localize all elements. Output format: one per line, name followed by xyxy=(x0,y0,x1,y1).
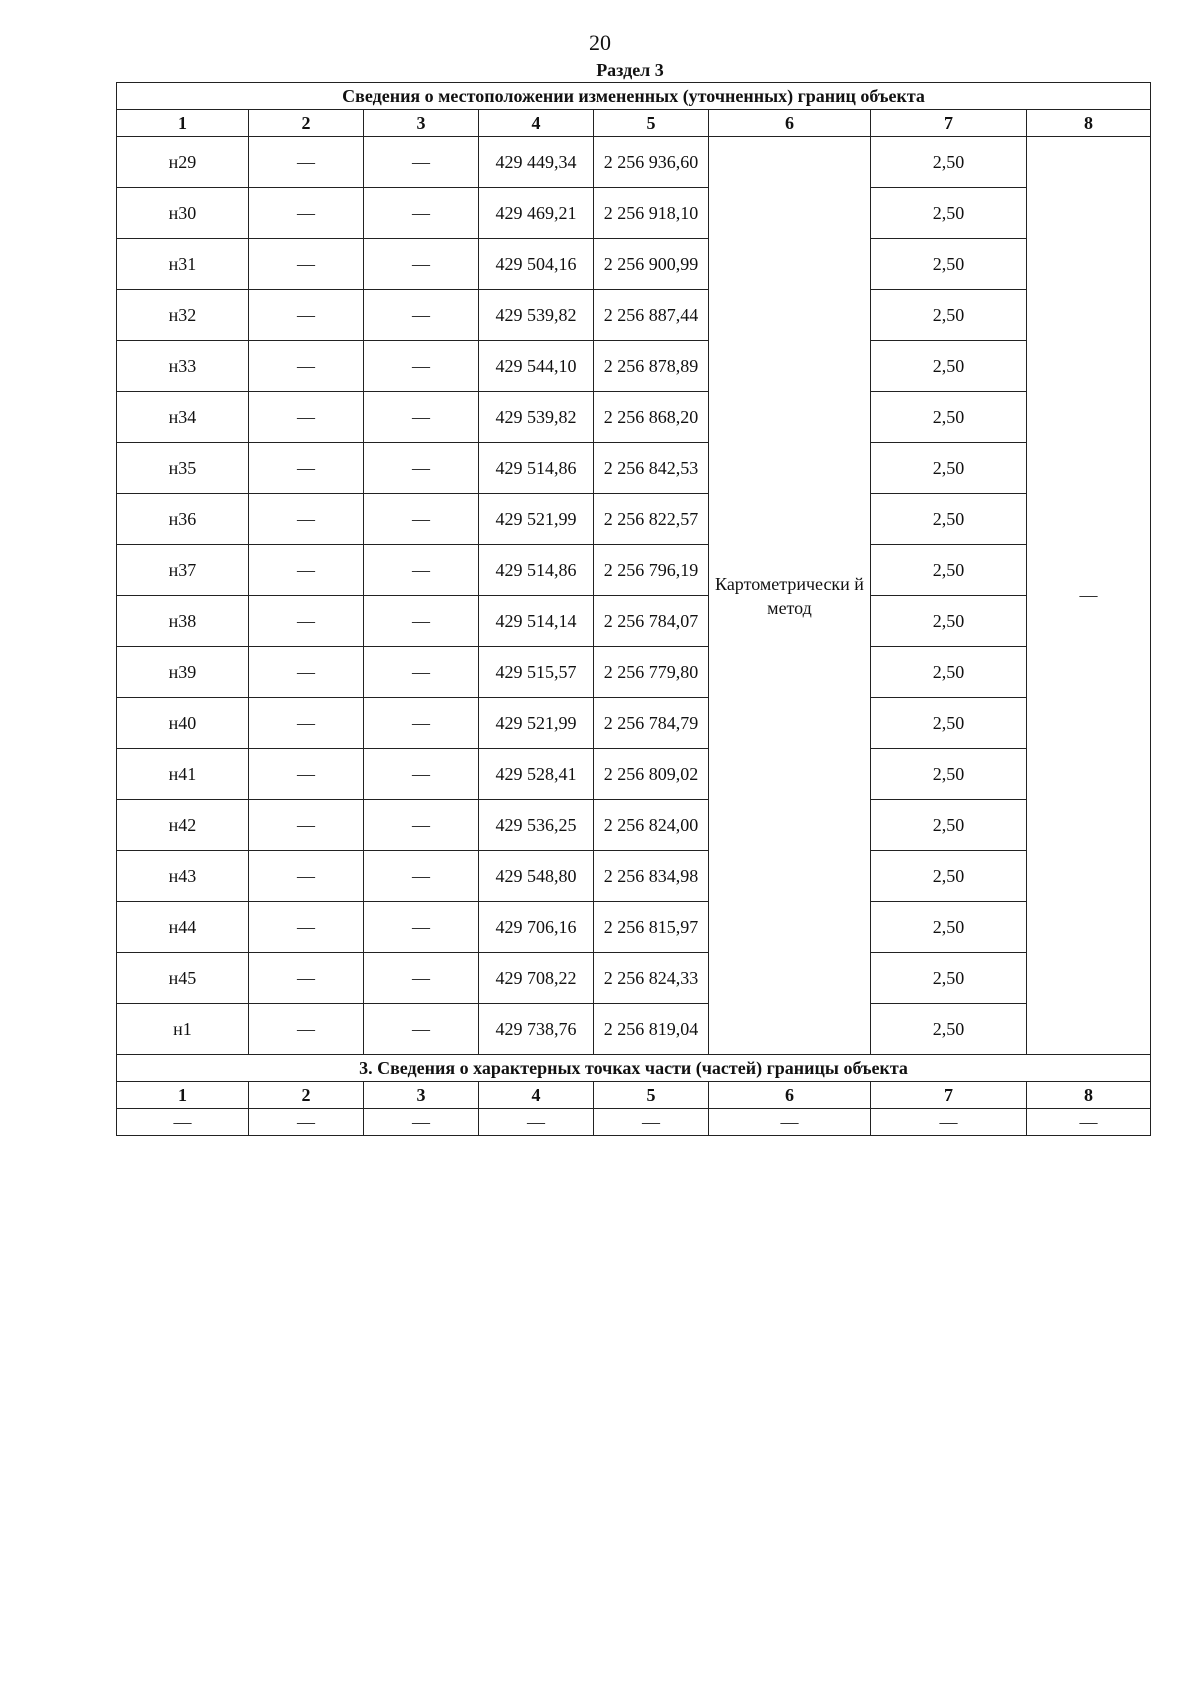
column-number: 5 xyxy=(594,110,709,137)
col2-cell: — xyxy=(249,239,364,290)
table-row xyxy=(117,188,1151,239)
col2-cell: — xyxy=(249,851,364,902)
col2-cell: — xyxy=(249,647,364,698)
y-coordinate-cell: 2 256 824,33 xyxy=(594,953,709,1004)
x-coordinate-cell: 429 504,16 xyxy=(479,239,594,290)
point-number-cell: н1 xyxy=(117,1004,249,1055)
part-table-row xyxy=(117,1109,1151,1136)
point-number-cell: н43 xyxy=(117,851,249,902)
table-row xyxy=(117,953,1151,1004)
point-number-cell: н32 xyxy=(117,290,249,341)
col3-cell: — xyxy=(364,545,479,596)
x-coordinate-cell: 429 539,82 xyxy=(479,290,594,341)
accuracy-cell: 2,50 xyxy=(871,188,1027,239)
table-row xyxy=(117,341,1151,392)
part-caption: 3. Сведения о характерных точках части (частей) границы объекта xyxy=(117,1055,1151,1082)
col2-cell: — xyxy=(249,443,364,494)
x-coordinate-cell: 429 544,10 xyxy=(479,341,594,392)
x-coordinate-cell: 429 521,99 xyxy=(479,494,594,545)
col3-cell: — xyxy=(364,800,479,851)
column-number-row xyxy=(117,110,1151,137)
accuracy-cell: 2,50 xyxy=(871,953,1027,1004)
col3-cell: — xyxy=(364,392,479,443)
table-row xyxy=(117,494,1151,545)
accuracy-cell: 2,50 xyxy=(871,1004,1027,1055)
table-row xyxy=(117,851,1151,902)
column-number: 8 xyxy=(1027,110,1151,137)
y-coordinate-cell: 2 256 815,97 xyxy=(594,902,709,953)
table-row xyxy=(117,137,1151,188)
col3-cell: — xyxy=(364,902,479,953)
col2-cell: — xyxy=(249,953,364,1004)
table-row xyxy=(117,392,1151,443)
column-number: 6 xyxy=(709,1082,871,1109)
accuracy-cell: 2,50 xyxy=(871,698,1027,749)
boundary-table xyxy=(116,82,1151,1136)
col3-cell: — xyxy=(364,137,479,188)
column-number: 6 xyxy=(709,110,871,137)
y-coordinate-cell: 2 256 936,60 xyxy=(594,137,709,188)
column-number: 3 xyxy=(364,1082,479,1109)
y-coordinate-cell: 2 256 784,07 xyxy=(594,596,709,647)
column-number: 7 xyxy=(871,110,1027,137)
accuracy-cell: 2,50 xyxy=(871,851,1027,902)
x-coordinate-cell: 429 514,86 xyxy=(479,443,594,494)
column-number: 4 xyxy=(479,1082,594,1109)
y-coordinate-cell: 2 256 784,79 xyxy=(594,698,709,749)
table-row xyxy=(117,902,1151,953)
table-row xyxy=(117,443,1151,494)
accuracy-cell: 2,50 xyxy=(871,443,1027,494)
accuracy-cell: 2,50 xyxy=(871,239,1027,290)
part-cell: — xyxy=(364,1109,479,1136)
x-coordinate-cell: 429 514,86 xyxy=(479,545,594,596)
x-coordinate-cell: 429 536,25 xyxy=(479,800,594,851)
table-row xyxy=(117,239,1151,290)
column-number: 4 xyxy=(479,110,594,137)
col3-cell: — xyxy=(364,341,479,392)
y-coordinate-cell: 2 256 878,89 xyxy=(594,341,709,392)
accuracy-cell: 2,50 xyxy=(871,341,1027,392)
x-coordinate-cell: 429 449,34 xyxy=(479,137,594,188)
point-number-cell: н33 xyxy=(117,341,249,392)
col3-cell: — xyxy=(364,749,479,800)
col2-cell: — xyxy=(249,1004,364,1055)
point-number-cell: н38 xyxy=(117,596,249,647)
part-cell: — xyxy=(594,1109,709,1136)
point-number-cell: н40 xyxy=(117,698,249,749)
point-number-cell: н35 xyxy=(117,443,249,494)
column-number: 2 xyxy=(249,1082,364,1109)
point-number-cell: н30 xyxy=(117,188,249,239)
point-number-cell: н36 xyxy=(117,494,249,545)
method-cell: Картометрически й метод xyxy=(709,137,871,1055)
point-number-cell: н44 xyxy=(117,902,249,953)
x-coordinate-cell: 429 514,14 xyxy=(479,596,594,647)
y-coordinate-cell: 2 256 887,44 xyxy=(594,290,709,341)
y-coordinate-cell: 2 256 809,02 xyxy=(594,749,709,800)
y-coordinate-cell: 2 256 842,53 xyxy=(594,443,709,494)
col2-cell: — xyxy=(249,494,364,545)
col2-cell: — xyxy=(249,596,364,647)
accuracy-cell: 2,50 xyxy=(871,290,1027,341)
col3-cell: — xyxy=(364,239,479,290)
table-row xyxy=(117,749,1151,800)
x-coordinate-cell: 429 706,16 xyxy=(479,902,594,953)
accuracy-cell: 2,50 xyxy=(871,137,1027,188)
col8-cell: — xyxy=(1027,137,1151,1055)
col2-cell: — xyxy=(249,290,364,341)
accuracy-cell: 2,50 xyxy=(871,596,1027,647)
y-coordinate-cell: 2 256 779,80 xyxy=(594,647,709,698)
table-row xyxy=(117,698,1151,749)
col3-cell: — xyxy=(364,851,479,902)
y-coordinate-cell: 2 256 918,10 xyxy=(594,188,709,239)
section-title: Раздел 3 xyxy=(596,60,664,80)
col2-cell: — xyxy=(249,392,364,443)
x-coordinate-cell: 429 738,76 xyxy=(479,1004,594,1055)
table-row xyxy=(117,596,1151,647)
y-coordinate-cell: 2 256 900,99 xyxy=(594,239,709,290)
y-coordinate-cell: 2 256 822,57 xyxy=(594,494,709,545)
column-number: 8 xyxy=(1027,1082,1151,1109)
x-coordinate-cell: 429 708,22 xyxy=(479,953,594,1004)
column-number: 5 xyxy=(594,1082,709,1109)
part-cell: — xyxy=(1027,1109,1151,1136)
y-coordinate-cell: 2 256 868,20 xyxy=(594,392,709,443)
col3-cell: — xyxy=(364,1004,479,1055)
col2-cell: — xyxy=(249,545,364,596)
x-coordinate-cell: 429 548,80 xyxy=(479,851,594,902)
col3-cell: — xyxy=(364,188,479,239)
col3-cell: — xyxy=(364,698,479,749)
y-coordinate-cell: 2 256 819,04 xyxy=(594,1004,709,1055)
x-coordinate-cell: 429 521,99 xyxy=(479,698,594,749)
part-cell: — xyxy=(117,1109,249,1136)
col2-cell: — xyxy=(249,902,364,953)
x-coordinate-cell: 429 539,82 xyxy=(479,392,594,443)
page-number: 20 xyxy=(589,30,611,55)
point-number-cell: н34 xyxy=(117,392,249,443)
x-coordinate-cell: 429 528,41 xyxy=(479,749,594,800)
y-coordinate-cell: 2 256 796,19 xyxy=(594,545,709,596)
part-column-number-row xyxy=(117,1082,1151,1109)
accuracy-cell: 2,50 xyxy=(871,902,1027,953)
point-number-cell: н39 xyxy=(117,647,249,698)
point-number-cell: н41 xyxy=(117,749,249,800)
part-cell: — xyxy=(709,1109,871,1136)
accuracy-cell: 2,50 xyxy=(871,749,1027,800)
column-number: 2 xyxy=(249,110,364,137)
col2-cell: — xyxy=(249,341,364,392)
column-number: 1 xyxy=(117,1082,249,1109)
part-cell: — xyxy=(249,1109,364,1136)
point-number-cell: н31 xyxy=(117,239,249,290)
col2-cell: — xyxy=(249,698,364,749)
column-number: 3 xyxy=(364,110,479,137)
accuracy-cell: 2,50 xyxy=(871,800,1027,851)
table-row xyxy=(117,290,1151,341)
col2-cell: — xyxy=(249,749,364,800)
table-row xyxy=(117,1004,1151,1055)
col2-cell: — xyxy=(249,800,364,851)
column-number: 7 xyxy=(871,1082,1027,1109)
accuracy-cell: 2,50 xyxy=(871,545,1027,596)
col3-cell: — xyxy=(364,647,479,698)
col2-cell: — xyxy=(249,188,364,239)
accuracy-cell: 2,50 xyxy=(871,494,1027,545)
col3-cell: — xyxy=(364,290,479,341)
col2-cell: — xyxy=(249,137,364,188)
accuracy-cell: 2,50 xyxy=(871,647,1027,698)
point-number-cell: н37 xyxy=(117,545,249,596)
accuracy-cell: 2,50 xyxy=(871,392,1027,443)
col3-cell: — xyxy=(364,596,479,647)
y-coordinate-cell: 2 256 824,00 xyxy=(594,800,709,851)
x-coordinate-cell: 429 515,57 xyxy=(479,647,594,698)
point-number-cell: н29 xyxy=(117,137,249,188)
column-number: 1 xyxy=(117,110,249,137)
table-row xyxy=(117,647,1151,698)
table-caption: Сведения о местоположении измененных (уточненных) границ объекта xyxy=(117,83,1151,110)
point-number-cell: н42 xyxy=(117,800,249,851)
col3-cell: — xyxy=(364,953,479,1004)
table-row xyxy=(117,800,1151,851)
y-coordinate-cell: 2 256 834,98 xyxy=(594,851,709,902)
col3-cell: — xyxy=(364,443,479,494)
part-cell: — xyxy=(479,1109,594,1136)
x-coordinate-cell: 429 469,21 xyxy=(479,188,594,239)
point-number-cell: н45 xyxy=(117,953,249,1004)
col3-cell: — xyxy=(364,494,479,545)
table-row xyxy=(117,545,1151,596)
part-cell: — xyxy=(871,1109,1027,1136)
